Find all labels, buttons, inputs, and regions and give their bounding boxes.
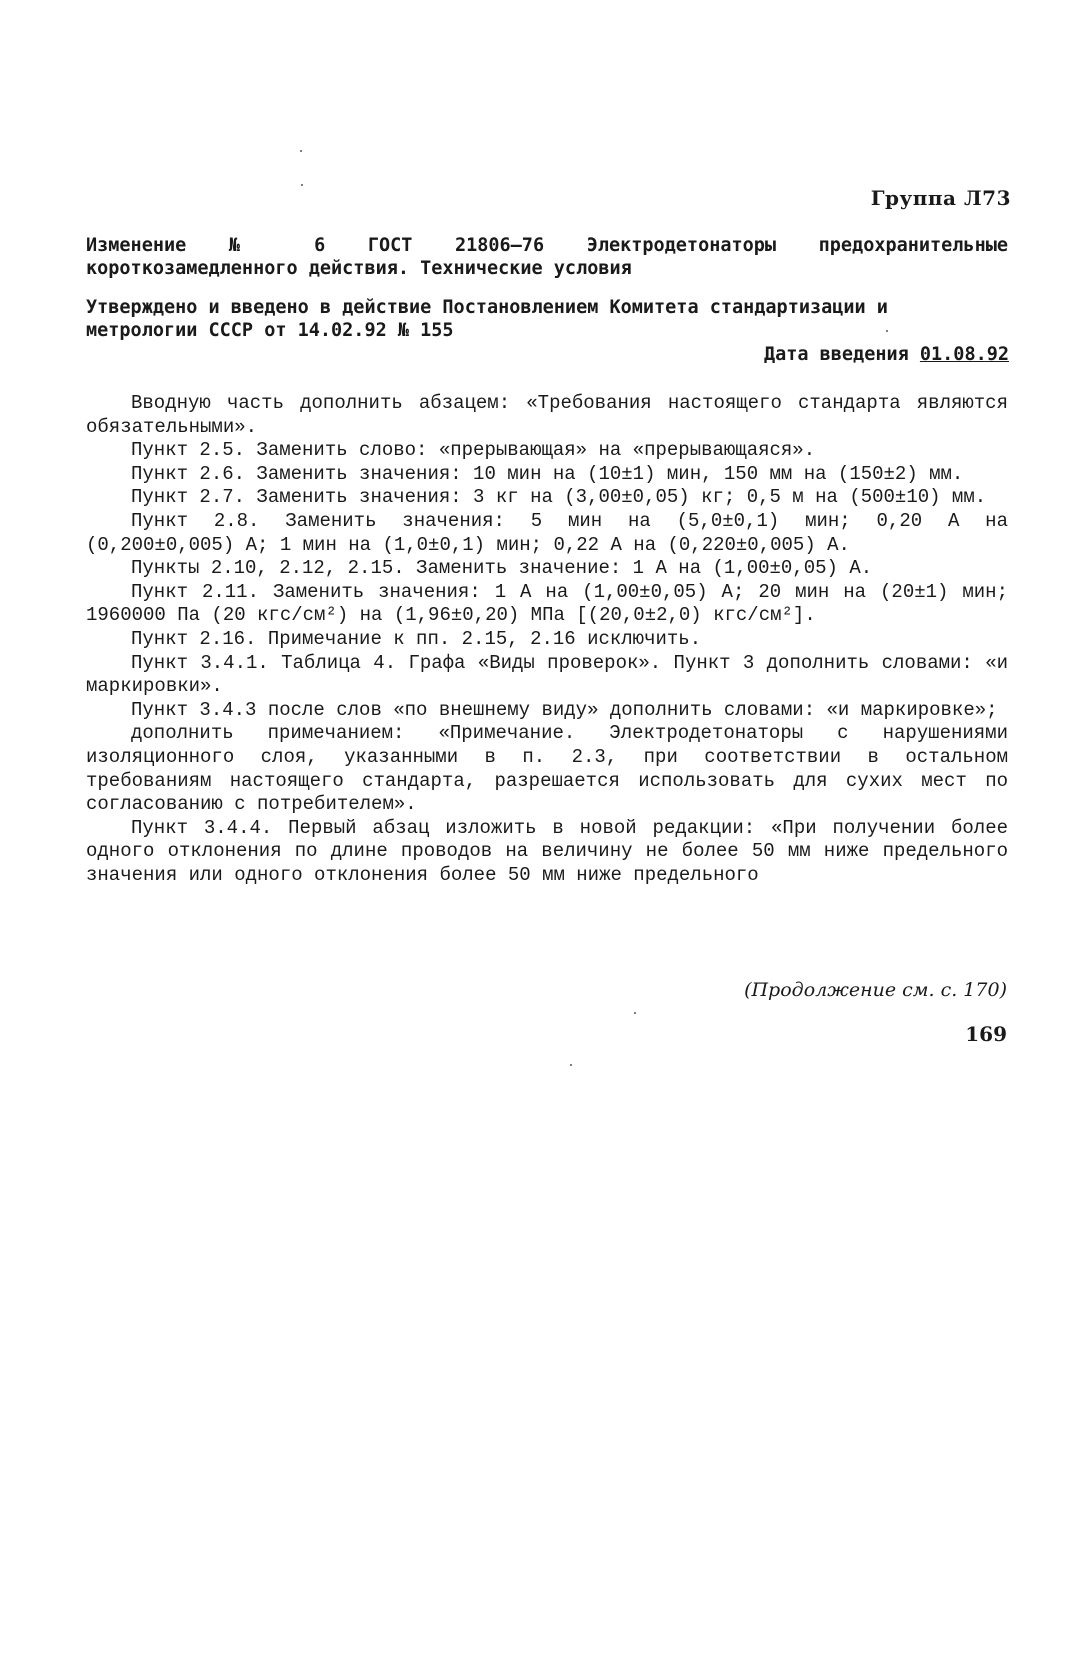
scan-speck xyxy=(634,1012,636,1014)
scan-speck xyxy=(300,150,302,152)
paragraph: Пункты 2.10, 2.12, 2.15. Заменить значение: 1 А на (1,00±0,05) А. xyxy=(131,557,873,580)
amendment-title: Изменение № 6 ГОСТ 21806—76 Электродетонаторы предохранительные короткозамедленного действия. Технические условия xyxy=(86,235,1008,279)
paragraph: Вводную часть дополнить абзацем: «Требования настоящего стандарта являются обязательными». xyxy=(86,392,1008,438)
paragraph: Пункт 2.11. Заменить значения: 1 А на (1,00±0,05) А; 20 мин на (20±1) мин; 1960000 Па (20 кгс/см²) на (1,96±0,20) МПа [(20,0±2,0) кгс/см²]. xyxy=(86,580,1008,627)
paragraph: Пункт 2.8. Заменить значения: 5 мин на (5,0±0,1) мин; 0,20 А на (0,200±0,005) А; 1 мин на (1,0±0,1) мин; 0,22 А на (0,220±0,005) А. xyxy=(86,509,1008,556)
paragraph: Пункт 2.7. Заменить значения: 3 кг на (3,00±0,05) кг; 0,5 м на (500±10) мм. xyxy=(131,486,987,509)
continuation-note: (Продолжение см. с. 170) xyxy=(744,979,1007,1001)
paragraph: Пункт 3.4.1. Таблица 4. Графа «Виды проверок». Пункт 3 дополнить словами: «и маркировки». xyxy=(86,651,1008,698)
paragraph: Пункт 2.16. Примечание к пп. 2.15, 2.16 исключить. xyxy=(131,627,702,650)
paragraph: дополнить примечанием: «Примечание. Электродетонаторы с нарушениями изоляционного слоя, указанными в п. 2.3, при соответствии в остальном требованиям настоящего стандарта, разрешается использовать для сухих мест по согласованию с потребителем». xyxy=(86,722,1008,816)
paragraph: Пункт 2.6. Заменить значения: 10 мин на (10±1) мин, 150 мм на (150±2) мм. xyxy=(131,462,964,485)
paragraph: Пункт 3.4.3 после слов «по внешнему виду» дополнить словами: «и маркировке»; xyxy=(131,698,998,721)
effective-date-label: Дата введения xyxy=(763,344,909,365)
group-code: Группа Л73 xyxy=(870,186,1011,210)
paragraph: Пункт 2.5. Заменить слово: «прерывающая» на «прерывающаяся». xyxy=(131,439,816,462)
amendment-body xyxy=(86,392,1008,887)
effective-date xyxy=(764,344,1009,365)
scan-speck xyxy=(570,1064,572,1066)
paragraph: Пункт 3.4.4. Первый абзац изложить в новой редакции: «При получении более одного отклонения по длине проводов на величину не более 50 мм ниже предельного значения или одного отклонения более 50 мм ниже предельного xyxy=(86,816,1008,886)
page-number: 169 xyxy=(965,1022,1007,1046)
effective-date-value: 01.08.92 xyxy=(919,344,1009,365)
scan-speck xyxy=(301,184,303,186)
approval-statement: Утверждено и введено в действие Постановлением Комитета стандартизации и метрологии СССР от 14.02.92 № 155 xyxy=(86,297,888,341)
